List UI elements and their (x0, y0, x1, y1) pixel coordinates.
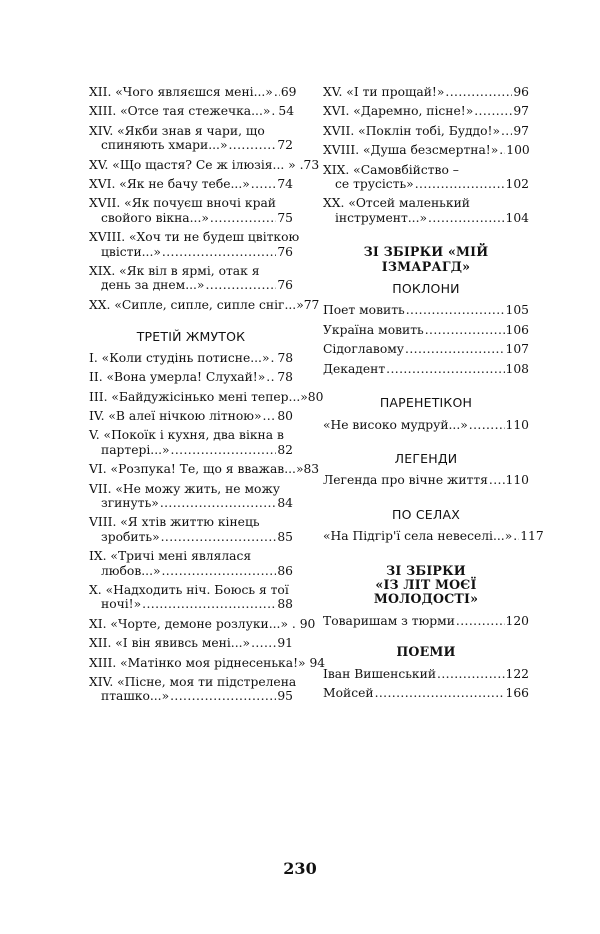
entry-title: ночі!» (101, 597, 142, 612)
entry-first-line (323, 342, 529, 356)
toc-entry (323, 667, 529, 681)
toc-entry (89, 583, 293, 612)
toc-line: VII. «Не можу жить, не можу (89, 481, 280, 496)
entry-first-line (89, 177, 293, 191)
entry-first-line (323, 529, 544, 544)
entry-page-number: 105 (505, 303, 529, 318)
toc-line (323, 303, 529, 317)
toc-line: XIX. «Як віл в ярмі, отак я (89, 264, 260, 279)
entry-first-line (89, 196, 293, 210)
section-title-po-selakh: ПО СЕЛАХ (392, 506, 460, 522)
entry-title: XVI. «Як не бачу тебе...» (89, 177, 250, 192)
entry-page-number: 122 (505, 666, 529, 681)
dot-leader (425, 323, 505, 337)
toc-line (89, 636, 293, 650)
toc-entry (323, 614, 529, 628)
toc-line (101, 496, 293, 510)
entry-page-number: 86 (277, 563, 293, 578)
entries-list (323, 667, 529, 701)
entry-continuation-line (89, 496, 293, 510)
entry-page-number: 76 (277, 278, 293, 293)
toc-entry (89, 85, 297, 99)
toc-line (323, 686, 529, 700)
page-number: 230 (283, 859, 317, 878)
toc-entry (89, 157, 320, 172)
entries-list (323, 85, 529, 225)
entry-first-line (323, 418, 529, 432)
toc-line: XIV. «Пісне, моя ти підстрелена (89, 675, 297, 689)
entries-list (89, 85, 320, 312)
toc-entry (89, 264, 293, 293)
entry-first-line (89, 515, 293, 529)
entry-title: XV. «І ти прощай!» (323, 85, 445, 99)
toc-line (335, 177, 529, 191)
toc-line (323, 362, 529, 376)
toc-line: XIII. «Матінко моя ріднесенька!» 94 (89, 655, 326, 670)
entry-page-number: 82 (277, 442, 293, 457)
entry-continuation-line (323, 211, 529, 225)
toc-entry (89, 351, 293, 365)
dot-leader (406, 303, 505, 317)
toc-line (101, 597, 293, 611)
toc-entry (323, 362, 529, 376)
toc-entry (323, 473, 529, 487)
entry-page-number: 104 (505, 210, 529, 225)
right-column (323, 85, 544, 700)
toc-line (101, 564, 293, 578)
entry-title: Україна мовить (323, 322, 424, 337)
entry-page-number: 108 (505, 361, 529, 376)
dot-leader (513, 529, 519, 543)
entry-title: цвісти...» (101, 244, 161, 259)
entry-title: пташко...» (101, 689, 170, 704)
toc-entry (89, 124, 293, 153)
entry-first-line (89, 583, 293, 597)
entry-continuation-line (89, 138, 293, 152)
toc-entry (89, 230, 300, 259)
toc-line: XIV. «Якби знав я чари, що (89, 123, 265, 138)
entry-title: XVII. «Поклін тобі, Буддо!» (323, 123, 500, 138)
entry-title: XVIII. «Душа безсмертна!» (323, 143, 499, 158)
entry-first-line (89, 230, 300, 245)
entry-title: IV. «В алеї нічкою літною» (89, 408, 262, 423)
entry-page-number: 88 (277, 597, 293, 612)
entry-title: Іван Вишенський (323, 666, 437, 681)
entries-list (323, 418, 529, 432)
entry-first-line (89, 655, 326, 670)
entry-continuation-line (89, 245, 293, 259)
toc-line (89, 85, 297, 99)
toc-entry (89, 636, 293, 650)
toc-line (323, 667, 529, 681)
toc-entry (323, 163, 529, 192)
dot-leader (142, 597, 276, 611)
toc-entry (89, 549, 293, 578)
toc-line: V. «Покоїк і кухня, два вікна в (89, 428, 284, 443)
dot-leader (170, 689, 276, 703)
toc-line (101, 689, 293, 703)
dot-leader (405, 342, 504, 356)
section-title-poemy: ПОЕМИ (396, 644, 456, 660)
entry-page-number: 120 (505, 613, 529, 628)
dot-leader (499, 143, 505, 157)
entry-continuation-line (89, 443, 293, 457)
toc-line (323, 104, 529, 118)
entry-first-line (89, 616, 316, 631)
entry-first-line (323, 196, 529, 210)
toc-line (101, 278, 293, 292)
toc-entry (89, 428, 293, 457)
toc-line (101, 443, 293, 457)
toc-line: VI. «Розпука! Те, що я вважав...»83 (89, 462, 320, 477)
dot-leader (456, 614, 505, 628)
entry-title: Поет мовить (323, 303, 405, 318)
entry-page-number: 110 (505, 417, 529, 432)
entry-title: любов...» (101, 563, 161, 578)
toc-entry (323, 323, 529, 337)
toc-line: XV. «Що щастя? Се ж ілюзія... » .73 (89, 157, 320, 172)
entry-title: день за днем...» (101, 278, 205, 293)
entry-page-number: 102 (505, 177, 529, 192)
entry-continuation-line (89, 278, 293, 292)
entry-first-line (89, 636, 293, 650)
entry-first-line (89, 428, 293, 442)
dot-leader (270, 351, 276, 365)
entry-page-number: 78 (277, 370, 293, 385)
collection-title-miy-izmarahd: ЗІ ЗБІРКИ «МІЙ ІЗМАРАГД» (363, 244, 489, 274)
entry-first-line (323, 104, 529, 118)
entries-list (323, 529, 544, 544)
entry-title: Легенда про вічне життя (323, 473, 488, 488)
entry-first-line (89, 85, 297, 99)
toc-entry (323, 124, 529, 138)
entry-title: XIII. «Отсе тая стежечка...» (89, 104, 271, 119)
entry-title: Декадент (323, 361, 386, 376)
entry-first-line (323, 303, 529, 317)
toc-line (323, 85, 529, 99)
toc-line (323, 418, 529, 432)
entry-first-line (89, 482, 293, 496)
toc-line: VIII. «Я хтів життю кінець (89, 515, 260, 530)
toc-line (101, 138, 293, 152)
entry-title: Товаришам з тюрми (323, 613, 455, 628)
entry-page-number: 95 (277, 689, 293, 704)
toc-entry (89, 389, 324, 404)
toc-line (89, 409, 293, 423)
toc-entry (89, 104, 293, 118)
entries-list (323, 303, 529, 376)
toc-line: IX. «Тричі мені являлася (89, 549, 252, 564)
toc-entry (323, 342, 529, 356)
entry-first-line (89, 675, 297, 689)
dot-leader (489, 473, 505, 487)
entry-first-line (323, 686, 529, 700)
entry-continuation-line (89, 211, 293, 225)
toc-entry (323, 529, 544, 544)
entry-title: «На Підгір'ї села невеселі...» (323, 529, 513, 544)
entries-list (323, 614, 529, 628)
dot-leader (375, 686, 505, 700)
entry-page-number: 110 (505, 473, 529, 488)
entry-page-number: 85 (277, 529, 293, 544)
toc-line (323, 473, 529, 487)
dot-leader (266, 370, 276, 384)
toc-line (101, 211, 293, 225)
dot-leader (251, 636, 276, 650)
toc-entry (323, 143, 529, 157)
dot-leader (469, 418, 505, 432)
dot-leader (162, 245, 276, 259)
dot-leader (428, 211, 504, 225)
toc-line: XVII. «Як почуєш вночі край (89, 196, 276, 211)
entry-page-number: 69 (280, 85, 297, 99)
toc-line (323, 342, 529, 356)
toc-line (323, 614, 529, 628)
toc-entry (89, 616, 316, 631)
entry-page-number: 97 (513, 104, 529, 119)
toc-line: XX. «Отсей маленький (323, 196, 470, 211)
toc-entry (323, 686, 529, 700)
dot-leader (210, 211, 276, 225)
entry-first-line (89, 370, 293, 384)
entry-title: зробить» (101, 529, 160, 544)
entry-page-number: 106 (505, 322, 529, 337)
dot-leader (251, 177, 277, 191)
section-title-poklony: ПОКЛОНИ (392, 281, 460, 297)
entry-title: свойого вікна...» (101, 210, 209, 225)
toc-entry (89, 297, 320, 312)
dot-leader (271, 104, 277, 118)
entry-first-line (89, 389, 324, 404)
toc-line (89, 104, 293, 118)
dot-leader (160, 496, 277, 510)
entry-title: інструмент...» (335, 210, 428, 225)
toc-line (101, 245, 293, 259)
toc-entry (323, 418, 529, 432)
toc-entry (89, 482, 293, 511)
entry-page-number: 91 (277, 636, 293, 651)
dot-leader (205, 278, 276, 292)
toc-line (335, 211, 529, 225)
entry-page-number: 78 (277, 350, 294, 365)
entry-page-number: 117 (520, 529, 544, 544)
dot-leader (437, 667, 505, 681)
entry-first-line (89, 549, 293, 563)
entry-title: спиняють хмари...» (101, 138, 228, 153)
toc-line (323, 529, 544, 544)
entry-continuation-line (323, 177, 529, 191)
left-column (89, 85, 326, 704)
entry-title: I. «Коли студінь потисне...» (89, 350, 270, 365)
entry-first-line (89, 124, 293, 138)
toc-entry (89, 409, 293, 423)
toc-entry (89, 177, 293, 191)
dot-leader (171, 443, 277, 457)
toc-entry (89, 655, 326, 670)
entry-page-number: 72 (277, 138, 293, 153)
collection-title-line-1: ЗІ ЗБІРКИ (386, 562, 466, 578)
entry-page-number: 100 (506, 143, 530, 158)
entry-first-line (89, 462, 320, 477)
entry-first-line (89, 409, 293, 423)
toc-line: XIX. «Самовбійство – (323, 162, 459, 177)
toc-line (89, 351, 293, 365)
toc-line (89, 177, 293, 191)
toc-entry (323, 196, 529, 225)
toc-line: X. «Надходить ніч. Боюсь я тої (89, 582, 289, 597)
toc-line: XVIII. «Хоч ти не будеш цвіткою (89, 230, 300, 245)
entry-title: Мойсей (323, 685, 374, 700)
dot-leader (262, 409, 276, 423)
entry-page-number: 166 (505, 685, 529, 700)
toc-entry (89, 515, 293, 544)
entry-first-line (89, 104, 293, 118)
dot-leader (386, 362, 504, 376)
entries-list (323, 473, 529, 487)
toc-entry (89, 370, 293, 384)
dot-leader (274, 85, 280, 99)
dot-leader (501, 124, 512, 138)
dot-leader (229, 138, 277, 152)
entry-continuation-line (89, 564, 293, 578)
entry-page-number: 75 (277, 210, 293, 225)
entry-title: II. «Вона умерла! Слухай!» (89, 370, 266, 385)
toc-entry (89, 675, 297, 704)
toc-entry (89, 196, 293, 225)
entry-first-line (323, 323, 529, 337)
entry-page-number: 76 (277, 244, 293, 259)
entry-first-line (89, 264, 293, 278)
entry-title: XII. «Чого являєшся мені...» (89, 85, 273, 99)
entry-title: XVI. «Даремно, пісне!» (323, 104, 474, 119)
entry-page-number: 54 (278, 104, 295, 119)
entry-page-number: 96 (513, 85, 529, 99)
entry-continuation-line (89, 689, 293, 703)
toc-entry (323, 104, 529, 118)
entry-title: Сідоглавому (323, 342, 405, 357)
entry-continuation-line (89, 530, 293, 544)
toc-line: III. «Байдужісінько мені тепер...»80 (89, 389, 324, 404)
section-title-tretii-zhmutok: ТРЕТІЙ ЖМУТОК (136, 329, 246, 345)
entry-first-line (323, 667, 529, 681)
toc-line (101, 530, 293, 544)
dot-leader (474, 104, 512, 118)
dot-leader (162, 564, 277, 578)
dot-leader (415, 177, 505, 191)
entry-first-line (323, 143, 529, 157)
entry-first-line (323, 362, 529, 376)
section-title-legendy: ЛЕГЕНДИ (394, 450, 458, 466)
entry-first-line (323, 614, 529, 628)
section-title-parenetikon: ПАРЕНЕТІКОН (379, 395, 473, 411)
entry-first-line (89, 297, 320, 312)
entry-first-line (323, 473, 529, 487)
toc-line: XX. «Сипле, сипле, сипле сніг...»77 (89, 297, 320, 312)
entry-title: партері...» (101, 442, 170, 457)
entry-title: се трусість» (335, 177, 414, 192)
dot-leader (445, 85, 512, 99)
entry-first-line (323, 163, 529, 177)
entry-page-number: 97 (513, 123, 529, 138)
entry-page-number: 80 (277, 408, 293, 423)
entry-first-line (323, 85, 529, 99)
entry-first-line (89, 351, 293, 365)
entry-page-number: 74 (277, 177, 293, 192)
toc-entry (323, 85, 529, 99)
toc-entry (323, 303, 529, 317)
toc-line (323, 124, 529, 138)
entry-page-number: 107 (505, 342, 529, 357)
dot-leader (161, 530, 277, 544)
entry-page-number: 84 (277, 495, 293, 510)
collection-title-line-2: «ІЗ ЛІТ МОЄЇ МОЛОДОСТІ» (373, 576, 479, 607)
toc-line (323, 323, 529, 337)
entry-title: «Не високо мудруй...» (323, 417, 468, 432)
entry-title: XII. «І він явивсь мені...» (89, 636, 251, 651)
entry-first-line (323, 124, 529, 138)
entries-list (89, 350, 326, 704)
toc-entry (89, 462, 320, 477)
toc-line (323, 143, 529, 157)
toc-line (89, 370, 293, 384)
entry-first-line (89, 157, 320, 172)
entry-title: згинуть» (101, 495, 159, 510)
toc-line: XI. «Чорте, демоне розлуки...» . 90 (89, 616, 316, 631)
entry-continuation-line (89, 597, 293, 611)
